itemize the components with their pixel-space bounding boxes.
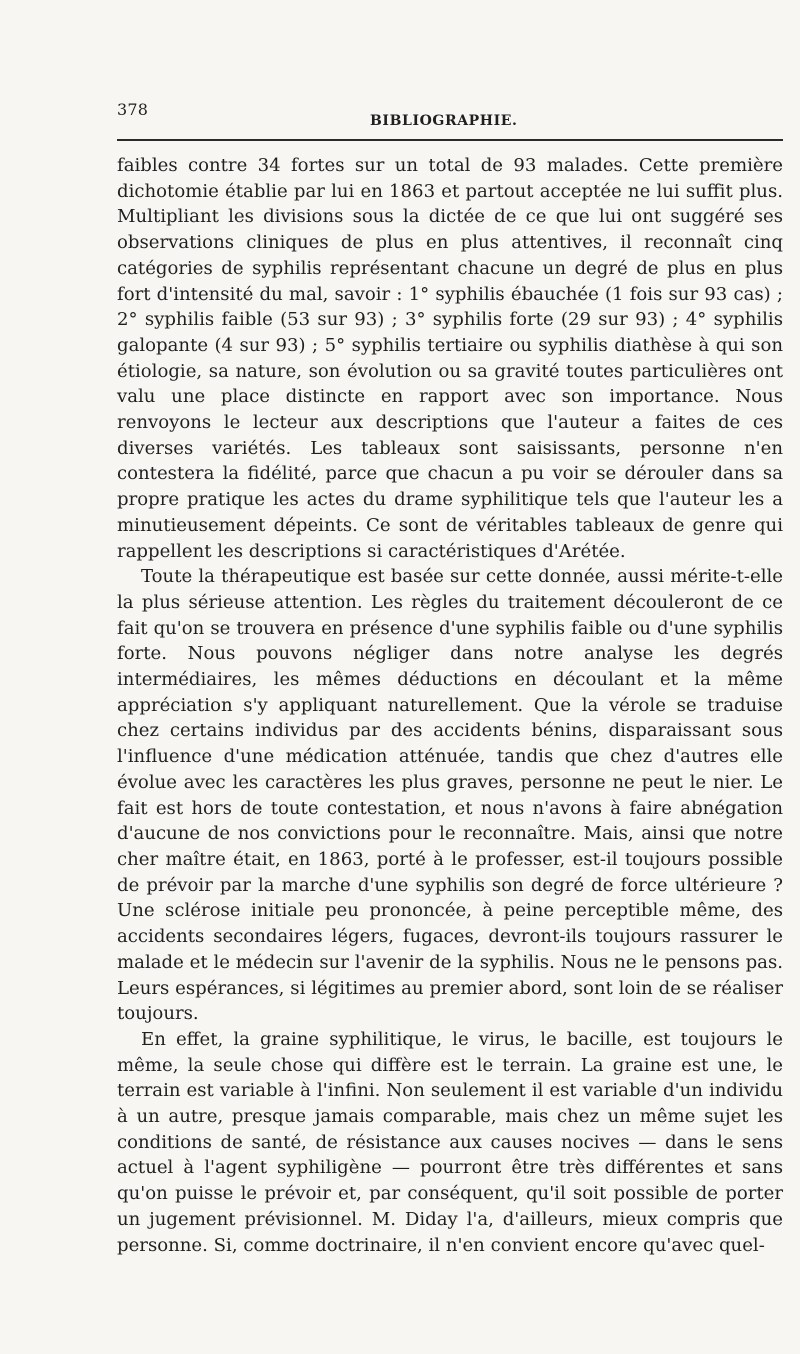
body-text bbox=[117, 153, 783, 1258]
paragraph-2: Toute la thérapeutique est basée sur cette donnée, aussi mérite-t-elle la plus sérieuse attention. Les règles du traitement découleront de ce fait qu'on se trouvera en présence d'une syphilis faible ou d'une syphilis forte. Nous pouvons négliger dans notre analyse les degrés intermédiaires, les mêmes déductions en découlant et la même appréciation s'y appliquant naturellement. Que la vérole se traduise chez certains individus par des accidents bénins, disparaissant sous l'influence d'une médication atténuée, tandis que chez d'autres elle évolue avec les caractères les plus graves, personne ne peut le nier. Le fait est hors de toute contestation, et nous n'avons à faire abnégation d'aucune de nos convictions pour le reconnaître. Mais, ainsi que notre cher maître était, en 1863, porté à le professer, est-il toujours possible de prévoir par la marche d'une syphilis son degré de force ultérieure ? Une sclérose initiale peu prononcée, à peine perceptible même, des accidents secondaires légers, fugaces, devront-ils toujours rassurer le malade et le médecin sur l'avenir de la syphilis. Nous ne le pensons pas. Leurs espérances, si légitimes au premier abord, sont loin de se réaliser toujours. bbox=[117, 566, 783, 1025]
running-title: BIBLIOGRAPHIE. bbox=[370, 113, 518, 129]
header-rule bbox=[117, 139, 783, 141]
page-number: 378 bbox=[117, 100, 149, 119]
paragraph-1: faibles contre 34 fortes sur un total de 93 malades. Cette première dichotomie établie par lui en 1863 et partout acceptée ne lui suffit plus. Multipliant les divisions sous la dictée de ce que lui ont suggéré ses observations cliniques de plus en plus attentives, il reconnaît cinq catégories de syphilis représentant chacune un degré de plus en plus fort d'intensité du mal, savoir : 1° syphilis ébauchée (1 fois sur 93 cas) ; 2° syphilis faible (53 sur 93) ; 3° syphilis forte (29 sur 93) ; 4° syphilis galopante (4 sur 93) ; 5° syphilis tertiaire ou syphilis diathèse à qui son étiologie, sa nature, son évolution ou sa gravité toutes particulières ont valu une place distincte en rapport avec son importance. Nous renvoyons le lecteur aux descriptions que l'auteur a faites de ces diverses variétés. Les tableaux sont saisissants, personne n'en contestera la fidélité, parce que chacun a pu voir se dérouler dans sa propre pratique les actes du drame syphilitique tels que l'auteur les a minutieusement dépeints. Ce sont de véritables tableaux de genre qui rappellent les descriptions si caractéristiques d'Arétée. bbox=[117, 155, 783, 562]
paragraph-3: En effet, la graine syphilitique, le virus, le bacille, est toujours le même, la seule chose qui diffère est le terrain. La graine est une, le terrain est variable à l'infini. Non seulement il est variable d'un individu à un autre, presque jamais comparable, mais chez un même sujet les conditions de santé, de résistance aux causes nocives — dans le sens actuel à l'agent syphiligène — pourront être très différentes et sans qu'on puisse le prévoir et, par conséquent, qu'il soit possible de porter un jugement prévisionnel. M. Diday l'a, d'ailleurs, mieux compris que personne. Si, comme doctrinaire, il n'en convient encore qu'avec quel- bbox=[117, 1028, 783, 1256]
